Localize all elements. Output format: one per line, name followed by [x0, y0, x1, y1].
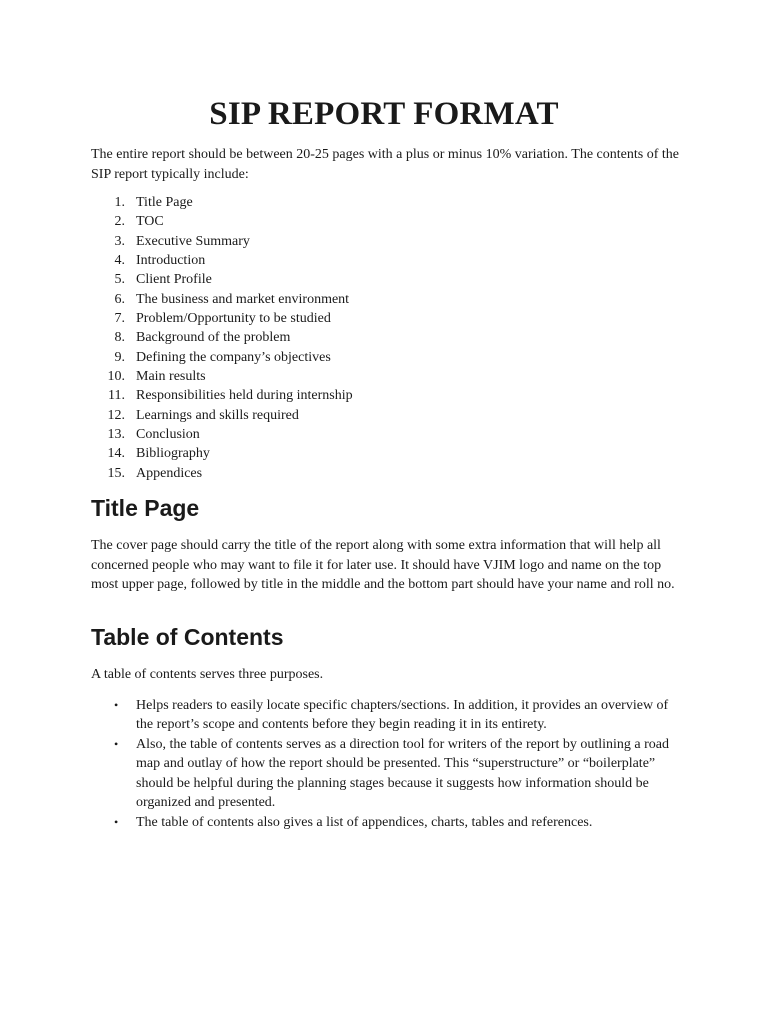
list-item-number: 4.	[114, 253, 125, 269]
list-item	[91, 425, 353, 444]
list-item	[91, 232, 353, 251]
list-item-text: The table of contents also gives a list of appendices, charts, tables and references.	[136, 814, 593, 830]
list-item-number: 5.	[114, 272, 125, 288]
list-item-text: Executive Summary	[136, 233, 250, 249]
list-item	[91, 251, 353, 270]
list-item-number: 15.	[107, 465, 125, 481]
list-item	[91, 735, 681, 812]
section-heading-title-page: Title Page	[91, 495, 200, 521]
list-item-text: Appendices	[136, 465, 203, 481]
list-item-text: Title Page	[136, 195, 193, 210]
list-item-number: 3.	[114, 233, 125, 249]
report-contents-list	[91, 193, 353, 483]
list-item-text: The business and market environment	[136, 291, 350, 307]
bullet-icon: •	[114, 814, 119, 829]
list-item-number: 6.	[114, 291, 125, 307]
list-item	[91, 193, 353, 212]
list-item-number: 11.	[108, 388, 125, 404]
list-item-text: Background of the problem	[136, 330, 291, 346]
list-item-text: TOC	[136, 214, 164, 230]
list-item	[91, 309, 353, 328]
table-of-contents-purposes-list	[91, 696, 681, 833]
list-item	[91, 386, 353, 405]
list-item	[91, 270, 353, 289]
list-item-text: Also, the table of contents serves as a direction tool for writers of the report by outlining a road map and outlay of how the report should be presented. This “superstructure” or “boilerplate” should be helpful during the planning stages because it suggests how information should be organized and presented.	[136, 737, 670, 810]
list-item	[91, 367, 353, 386]
list-item-number: 9.	[114, 349, 125, 365]
bullet-icon: •	[114, 698, 119, 712]
document-title: SIP REPORT FORMAT	[209, 96, 559, 132]
list-item-text: Introduction	[136, 253, 206, 269]
list-item-text: Helps readers to easily locate specific chapters/sections. In addition, it provides an overview of the report’s scope and contents before they begin reading it in its entirety.	[136, 698, 669, 733]
list-item-number: 13.	[107, 427, 125, 443]
list-item	[91, 696, 681, 734]
list-item-number: 2.	[114, 214, 125, 230]
list-item-number: 14.	[107, 446, 125, 462]
list-item	[91, 444, 353, 463]
intro-paragraph: The entire report should be between 20-25 pages with a plus or minus 10% variation. The contents of the SIP report typically include:	[91, 147, 679, 182]
list-item-text: Client Profile	[136, 272, 212, 288]
list-item-number: 7.	[114, 311, 125, 327]
list-item-text: Responsibilities held during internship	[136, 388, 353, 404]
bullet-icon: •	[114, 737, 119, 752]
list-item	[91, 406, 353, 425]
list-item-text: Problem/Opportunity to be studied	[136, 311, 331, 327]
list-item-text: Learnings and skills required	[136, 407, 299, 423]
list-item-text: Bibliography	[136, 446, 210, 462]
table-of-contents-intro: A table of contents serves three purposes.	[91, 667, 324, 682]
list-item-number: 10.	[107, 369, 125, 385]
list-item-text: Conclusion	[136, 427, 200, 443]
list-item	[91, 212, 353, 231]
list-item-number: 1.	[114, 195, 125, 210]
list-item-number: 8.	[114, 330, 125, 346]
list-item-text: Defining the company’s objectives	[136, 349, 331, 365]
list-item-number: 12.	[107, 407, 125, 423]
title-page-paragraph: The cover page should carry the title of the report along with some extra information that will help all concerned people who may want to file it for later use. It should have VJIM logo and name on the top most upper page, followed by title in the middle and the bottom part should have your name and roll no.	[91, 538, 675, 592]
list-item	[91, 290, 353, 309]
list-item	[91, 464, 353, 483]
list-item	[91, 328, 353, 347]
list-item-text: Main results	[136, 369, 206, 385]
section-heading-table-of-contents: Table of Contents	[91, 624, 284, 650]
list-item	[91, 813, 681, 832]
list-item	[91, 348, 353, 367]
